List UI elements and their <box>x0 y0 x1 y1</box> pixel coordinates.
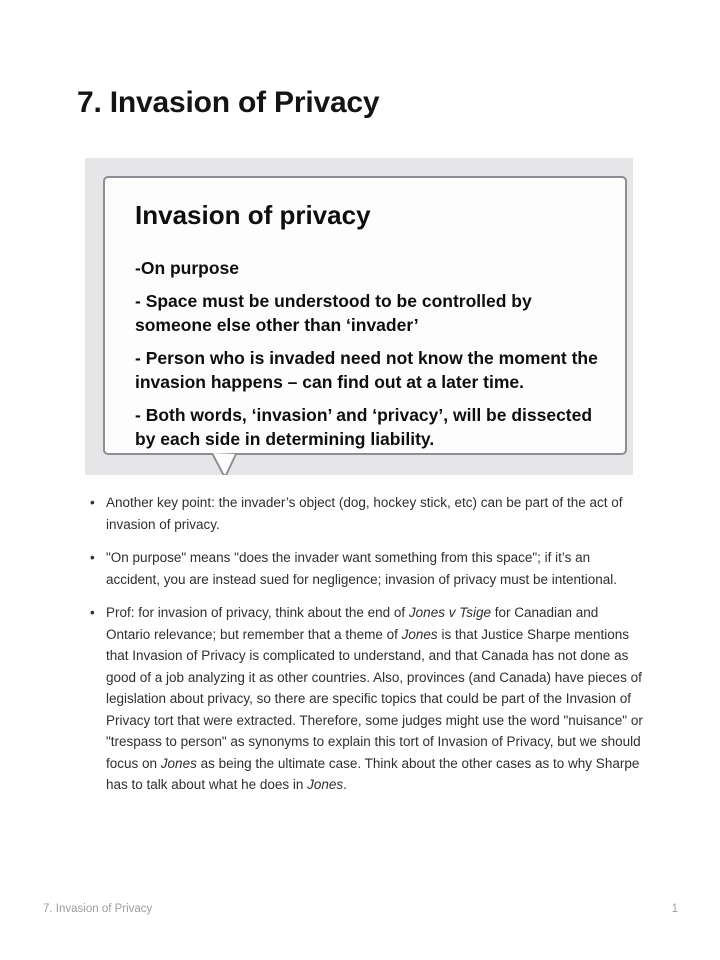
slide-bullet-line: - Both words, ‘invasion’ and ‘privacy’, will be dissected by each side in determining liability. <box>135 405 593 449</box>
page-title: 7. Invasion of Privacy <box>77 86 380 119</box>
notes-list <box>85 492 643 808</box>
callout-tail-icon <box>210 453 240 475</box>
slide-bullet-line: - Person who is invaded need not know the moment the invasion happens – can find out at a later time. <box>135 348 598 392</box>
slide-bullet-line: - Space must be understood to be controlled by someone else other than ‘invader’ <box>135 291 532 335</box>
note-bullet-item: • Another key point: the invader’s object (dog, hockey stick, etc) can be part of the act of invasion of privacy. <box>85 492 643 535</box>
note-bullet-item: • Prof: for invasion of privacy, think about the end of Jones v Tsige for Canadian and Ontario relevance; but remember that a theme of Jones is that Justice Sharpe mentions that Invasion of Privacy is complicated to understand, and that Canada has not done as good of a job analyzing it as other countries. Also, provinces (and Canada) have pieces of legislation about privacy, so there are specific topics that could be part of the Invasion of Privacy tort that were extracted. Therefore, some judges might use the word "nuisance" or "trespass to person" as synonyms to explain this tort of Invasion of Privacy, but we should focus on Jones as being the ultimate case. Think about the other cases as to why Sharpe has to talk about what he does in Jones. <box>85 602 643 796</box>
page-footer <box>43 903 678 915</box>
slide-bullet-line: -On purpose <box>135 258 240 278</box>
footer-page-number: 1 <box>671 903 678 915</box>
footer-title: 7. Invasion of Privacy <box>43 903 153 915</box>
slide-bullets <box>135 256 603 451</box>
note-bullet-item: • "On purpose" means "does the invader want something from this space"; if it’s an accident, you are instead sued for negligence; invasion of privacy must be intentional. <box>85 547 643 590</box>
slide-heading: Invasion of privacy <box>135 200 371 230</box>
slide-image <box>85 158 633 475</box>
slide-callout-bubble <box>103 176 627 455</box>
